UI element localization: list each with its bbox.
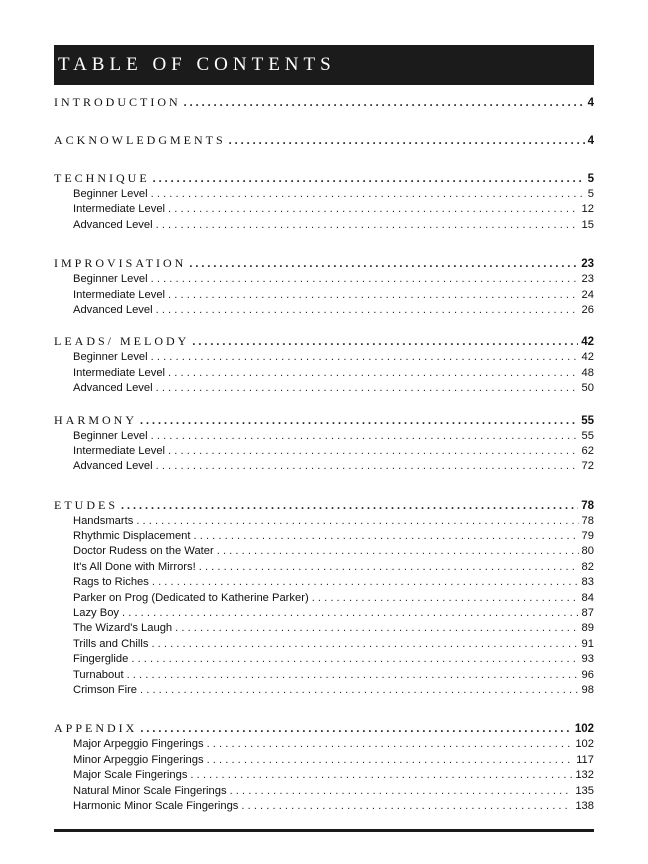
entry-title: Intermediate Level [73, 288, 166, 301]
section-title: ACKNOWLEDGMENTS [54, 133, 226, 147]
dot-leader [156, 382, 579, 394]
entry-page-number: 132 [575, 769, 594, 782]
entry-page-number: 42 [581, 351, 594, 364]
entry-page-number: 79 [581, 530, 594, 543]
section-page-number: 5 [587, 173, 594, 185]
dot-leader [140, 413, 578, 428]
entry-title: Major Arpeggio Fingerings [73, 738, 204, 751]
toc-entry[interactable] [54, 515, 594, 530]
entry-title: Fingerglide [73, 653, 129, 666]
dot-leader [207, 738, 573, 750]
entry-title: Beginner Level [73, 351, 148, 364]
entry-page-number: 5 [587, 188, 594, 200]
entry-title: Advanced Level [73, 382, 153, 395]
section-page-number: 4 [587, 97, 594, 109]
toc-entry[interactable] [54, 367, 594, 382]
entry-page-number: 15 [581, 218, 594, 231]
toc-entry[interactable] [54, 684, 594, 699]
toc-entry[interactable] [54, 304, 594, 319]
toc-entry[interactable] [54, 382, 594, 397]
entry-title: Intermediate Level [73, 444, 166, 457]
entry-title: Major Scale Fingerings [73, 769, 188, 782]
entry-title: Doctor Rudess on the Water [73, 545, 214, 558]
dot-leader [189, 256, 578, 271]
dot-leader [241, 800, 572, 812]
entry-page-number: 62 [581, 444, 594, 457]
section-page-number: 78 [581, 499, 594, 512]
entry-title: Minor Arpeggio Fingerings [73, 753, 204, 766]
dot-leader [168, 367, 579, 379]
entry-title: Advanced Level [73, 218, 153, 231]
toc-section [54, 413, 594, 476]
toc-section-heading[interactable] [54, 171, 594, 187]
toc-section-heading[interactable] [54, 721, 594, 737]
entry-page-number: 55 [581, 429, 594, 442]
dot-leader [152, 576, 579, 588]
entry-page-number: 72 [581, 460, 594, 473]
toc-section [54, 498, 594, 700]
section-page-number: 4 [587, 135, 594, 147]
toc-entry[interactable] [54, 445, 594, 460]
section-title: IMPROVISATION [54, 256, 187, 271]
section-page-number: 55 [581, 414, 594, 427]
entry-page-number: 96 [581, 668, 594, 681]
toc-entry[interactable] [54, 289, 594, 304]
toc-entry[interactable] [54, 460, 594, 475]
dot-leader [151, 273, 579, 285]
dot-leader [312, 592, 579, 604]
section-page-number: 23 [581, 258, 594, 271]
toc-section [54, 721, 594, 815]
entry-page-number: 24 [581, 288, 594, 301]
dot-leader [121, 498, 578, 513]
dot-leader [184, 95, 585, 110]
toc-entry[interactable] [54, 785, 594, 800]
entry-page-number: 80 [581, 545, 594, 558]
toc-entry[interactable] [54, 188, 594, 203]
entry-page-number: 91 [581, 637, 594, 650]
entry-page-number: 87 [581, 607, 594, 620]
section-title: LEADS/ MELODY [54, 334, 190, 349]
toc-entry[interactable] [54, 800, 594, 815]
dot-leader [230, 785, 573, 797]
dot-leader [151, 430, 579, 442]
dot-leader [199, 561, 579, 573]
toc-section [54, 95, 594, 111]
entry-page-number: 83 [581, 576, 594, 589]
entry-page-number: 12 [581, 203, 594, 216]
toc-entry[interactable] [54, 622, 594, 637]
entry-title: Rhythmic Displacement [73, 530, 191, 543]
entry-page-number: 93 [581, 653, 594, 666]
entry-page-number: 84 [581, 591, 594, 604]
entry-page-number: 82 [581, 560, 594, 573]
dot-leader [156, 219, 579, 231]
toc-section-heading[interactable] [54, 256, 594, 272]
dot-leader [156, 304, 579, 316]
toc-section-heading[interactable] [54, 413, 594, 429]
dot-leader [168, 445, 579, 457]
entry-page-number: 89 [581, 622, 594, 635]
dot-leader [156, 460, 579, 472]
dot-leader [127, 669, 579, 681]
toc-entry[interactable] [54, 769, 594, 784]
entry-title: Advanced Level [73, 303, 153, 316]
toc-entry[interactable] [54, 530, 594, 545]
entry-title: Advanced Level [73, 460, 153, 473]
dot-leader [136, 515, 578, 527]
entry-title: Harmonic Minor Scale Fingerings [73, 799, 239, 812]
toc-entry[interactable] [54, 607, 594, 622]
entry-title: Intermediate Level [73, 366, 166, 379]
toc-section [54, 334, 594, 397]
toc-entry[interactable] [54, 592, 594, 607]
dot-leader [122, 607, 579, 619]
entry-page-number: 48 [581, 366, 594, 379]
entry-title: Beginner Level [73, 429, 148, 442]
toc-entry[interactable] [54, 638, 594, 653]
toc-section-heading[interactable] [54, 498, 594, 514]
entry-page-number: 78 [581, 514, 594, 527]
section-title: TECHNIQUE [54, 171, 150, 185]
entry-title: Trills and Chills [73, 637, 149, 650]
toc-entry[interactable] [54, 273, 594, 288]
section-title: HARMONY [54, 412, 138, 427]
toc-entry[interactable] [54, 351, 594, 366]
dot-leader [168, 289, 579, 301]
page-title: TABLE OF CONTENTS [54, 45, 594, 85]
section-title: APPENDIX [54, 721, 138, 736]
section-page-number: 42 [581, 336, 594, 349]
toc-entry[interactable] [54, 561, 594, 576]
table-of-contents [54, 95, 594, 815]
toc-section-heading[interactable] [54, 133, 594, 149]
entry-page-number: 138 [575, 799, 594, 812]
section-page-number: 102 [574, 723, 594, 736]
dot-leader [207, 754, 574, 766]
entry-page-number: 102 [575, 738, 594, 751]
toc-entry[interactable] [54, 653, 594, 668]
dot-leader [175, 622, 578, 634]
section-title: INTRODUCTION [54, 95, 181, 109]
entry-title: Rags to Riches [73, 576, 149, 589]
toc-entry[interactable] [54, 545, 594, 560]
entry-title: Beginner Level [73, 188, 148, 200]
section-title: ETUDES [54, 497, 118, 512]
dot-leader [190, 769, 572, 781]
entry-page-number: 23 [581, 273, 594, 286]
entry-title: Beginner Level [73, 273, 148, 286]
toc-entry[interactable] [54, 669, 594, 684]
entry-title: The Wizard's Laugh [73, 622, 173, 635]
entry-title: Handsmarts [73, 514, 134, 527]
dot-leader [131, 653, 578, 665]
dot-leader [229, 133, 585, 148]
toc-entry[interactable] [54, 203, 594, 218]
entry-page-number: 26 [581, 303, 594, 316]
toc-section [54, 133, 594, 149]
toc-entry[interactable] [54, 430, 594, 445]
toc-section-heading[interactable] [54, 95, 594, 111]
toc-section-heading[interactable] [54, 334, 594, 350]
dot-leader [140, 721, 571, 736]
dot-leader [194, 530, 579, 542]
dot-leader [153, 171, 585, 186]
toc-section [54, 171, 594, 234]
bottom-divider [54, 829, 594, 832]
toc-section [54, 256, 594, 319]
entry-page-number: 50 [581, 382, 594, 395]
entry-title: Lazy Boy [73, 607, 120, 620]
toc-entry[interactable] [54, 576, 594, 591]
dot-leader [151, 638, 578, 650]
toc-entry[interactable] [54, 738, 594, 753]
entry-title: Natural Minor Scale Fingerings [73, 784, 227, 797]
entry-title: Crimson Fire [73, 683, 138, 696]
dot-leader [151, 351, 579, 363]
entry-title: Parker on Prog (Dedicated to Katherine Parker) [73, 591, 309, 604]
toc-entry[interactable] [54, 219, 594, 234]
toc-entry[interactable] [54, 754, 594, 769]
dot-leader [140, 684, 579, 696]
entry-page-number: 117 [576, 753, 594, 766]
dot-leader [192, 334, 578, 349]
entry-title: Intermediate Level [73, 203, 166, 216]
entry-page-number: 98 [581, 683, 594, 696]
dot-leader [151, 188, 585, 200]
entry-title: Turnabout [73, 668, 124, 681]
entry-page-number: 135 [575, 784, 594, 797]
dot-leader [217, 545, 579, 557]
entry-title: It's All Done with Mirrors! [73, 560, 196, 573]
dot-leader [168, 203, 579, 215]
